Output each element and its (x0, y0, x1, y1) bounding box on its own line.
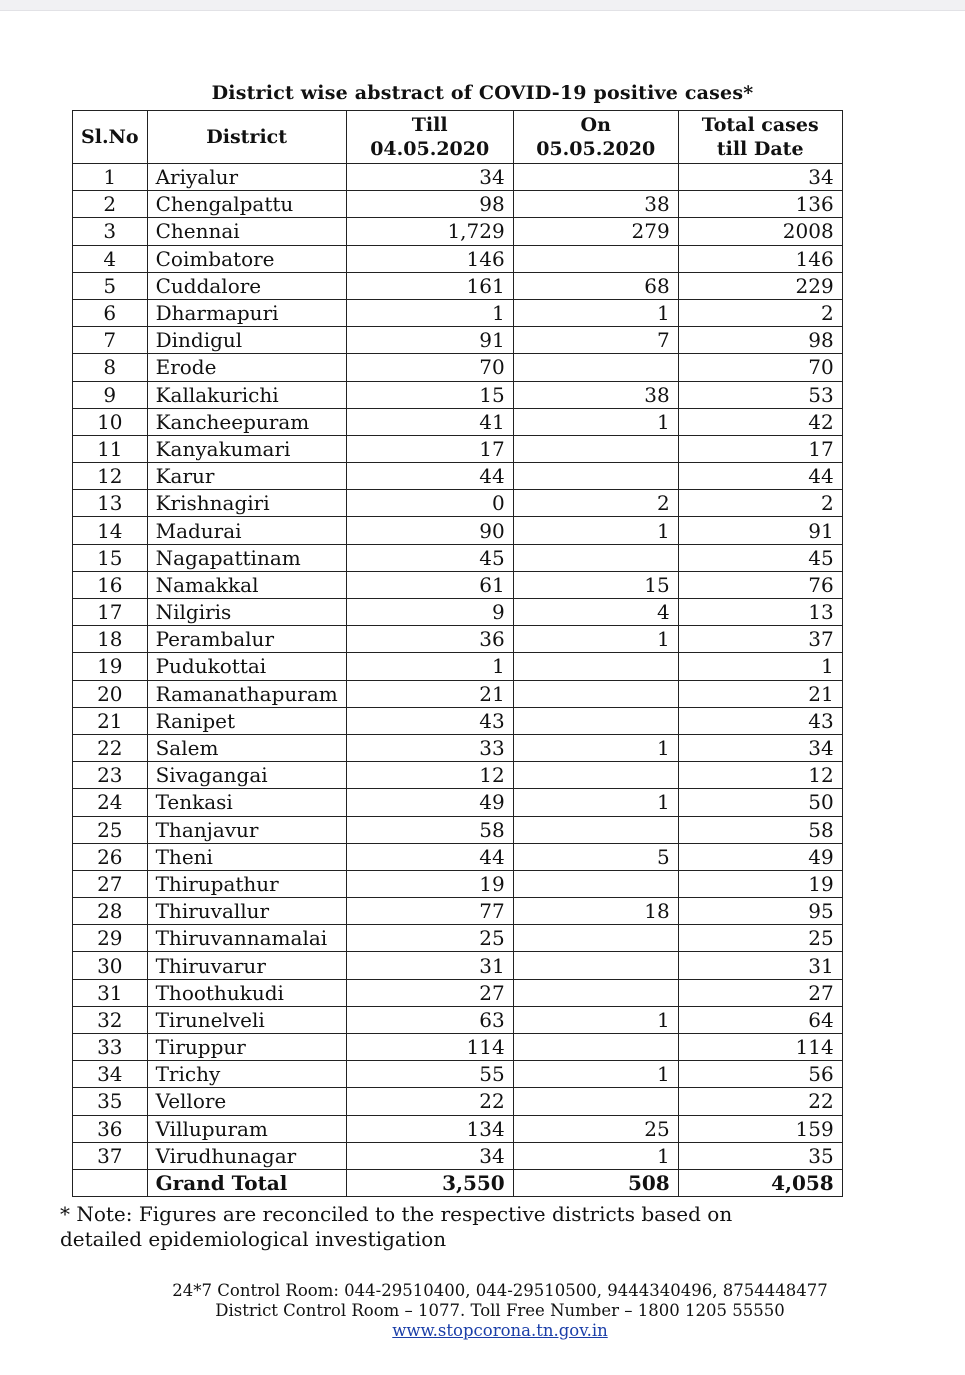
grand-total-row (73, 1169, 843, 1196)
row-slno: 33 (73, 1034, 148, 1061)
row-total: 49 (678, 843, 842, 870)
row-total: 25 (678, 925, 842, 952)
row-district: Chengalpattu (147, 191, 346, 218)
row-slno: 8 (73, 354, 148, 381)
table-row (73, 544, 843, 571)
header-total-line1: Total cases (701, 114, 819, 136)
row-on (513, 762, 678, 789)
row-district: Tenkasi (147, 789, 346, 816)
row-total: 42 (678, 408, 842, 435)
row-district: Tiruppur (147, 1034, 346, 1061)
row-on: 279 (513, 218, 678, 245)
table-row (73, 898, 843, 925)
row-till: 15 (346, 381, 513, 408)
row-till: 25 (346, 925, 513, 952)
row-slno: 3 (73, 218, 148, 245)
row-till: 43 (346, 707, 513, 734)
row-till: 146 (346, 245, 513, 272)
row-on (513, 354, 678, 381)
table-row (73, 408, 843, 435)
row-till: 70 (346, 354, 513, 381)
grand-total-total: 4,058 (678, 1169, 842, 1196)
row-slno: 22 (73, 734, 148, 761)
row-on: 38 (513, 191, 678, 218)
row-slno: 23 (73, 762, 148, 789)
row-on (513, 164, 678, 191)
row-district: Ariyalur (147, 164, 346, 191)
row-slno: 29 (73, 925, 148, 952)
row-till: 44 (346, 463, 513, 490)
row-slno: 21 (73, 707, 148, 734)
row-on (513, 680, 678, 707)
row-total: 43 (678, 707, 842, 734)
row-total: 91 (678, 517, 842, 544)
row-district: Nilgiris (147, 599, 346, 626)
row-slno: 13 (73, 490, 148, 517)
row-slno: 10 (73, 408, 148, 435)
grand-total-label: Grand Total (147, 1169, 346, 1196)
row-on: 5 (513, 843, 678, 870)
row-total: 2 (678, 299, 842, 326)
table-row (73, 1061, 843, 1088)
table-row (73, 762, 843, 789)
row-on (513, 816, 678, 843)
row-district: Ramanathapuram (147, 680, 346, 707)
row-district: Thoothukudi (147, 979, 346, 1006)
row-slno: 18 (73, 626, 148, 653)
table-row (73, 1034, 843, 1061)
row-on (513, 925, 678, 952)
row-slno: 37 (73, 1142, 148, 1169)
table-row (73, 843, 843, 870)
row-slno: 28 (73, 898, 148, 925)
row-total: 27 (678, 979, 842, 1006)
table-row (73, 1142, 843, 1169)
row-till: 63 (346, 1006, 513, 1033)
row-on: 1 (513, 517, 678, 544)
row-on (513, 653, 678, 680)
table-row (73, 952, 843, 979)
row-total: 64 (678, 1006, 842, 1033)
row-slno: 15 (73, 544, 148, 571)
row-total: 53 (678, 381, 842, 408)
row-district: Kanyakumari (147, 435, 346, 462)
row-slno: 2 (73, 191, 148, 218)
row-till: 45 (346, 544, 513, 571)
row-total: 21 (678, 680, 842, 707)
contact-footer (0, 1281, 965, 1341)
row-till: 1 (346, 653, 513, 680)
page-title: District wise abstract of COVID-19 positive cases* (211, 82, 754, 104)
table-body (73, 164, 843, 1170)
row-total: 2008 (678, 218, 842, 245)
grand-total-sl (73, 1169, 148, 1196)
row-total: 34 (678, 734, 842, 761)
row-slno: 30 (73, 952, 148, 979)
row-total: 13 (678, 599, 842, 626)
row-district: Vellore (147, 1088, 346, 1115)
row-total: 22 (678, 1088, 842, 1115)
row-district: Pudukottai (147, 653, 346, 680)
row-till: 91 (346, 327, 513, 354)
table-row (73, 571, 843, 598)
row-total: 95 (678, 898, 842, 925)
row-slno: 35 (73, 1088, 148, 1115)
table-row (73, 191, 843, 218)
row-slno: 9 (73, 381, 148, 408)
row-till: 98 (346, 191, 513, 218)
table-row (73, 734, 843, 761)
row-till: 114 (346, 1034, 513, 1061)
row-slno: 19 (73, 653, 148, 680)
stopcorona-link[interactable]: www.stopcorona.tn.gov.in (392, 1321, 608, 1340)
footnote (60, 1202, 760, 1252)
table-row (73, 1115, 843, 1142)
row-total: 31 (678, 952, 842, 979)
row-on: 1 (513, 626, 678, 653)
grand-total-on: 508 (513, 1169, 678, 1196)
row-till: 61 (346, 571, 513, 598)
row-on: 15 (513, 571, 678, 598)
row-on: 25 (513, 1115, 678, 1142)
table-row (73, 245, 843, 272)
row-on: 38 (513, 381, 678, 408)
row-till: 134 (346, 1115, 513, 1142)
table-header-row (73, 111, 843, 164)
row-slno: 26 (73, 843, 148, 870)
row-district: Ranipet (147, 707, 346, 734)
row-on: 1 (513, 734, 678, 761)
table-row (73, 789, 843, 816)
table-row (73, 626, 843, 653)
row-district: Krishnagiri (147, 490, 346, 517)
district-control-room: District Control Room – 1077. Toll Free Number – 1800 1205 55550 (215, 1301, 785, 1320)
row-slno: 20 (73, 680, 148, 707)
row-total: 146 (678, 245, 842, 272)
row-till: 161 (346, 272, 513, 299)
row-district: Kancheepuram (147, 408, 346, 435)
header-on (513, 111, 678, 164)
row-slno: 6 (73, 299, 148, 326)
row-on: 1 (513, 1142, 678, 1169)
table-row (73, 979, 843, 1006)
row-on: 7 (513, 327, 678, 354)
row-district: Virudhunagar (147, 1142, 346, 1169)
table-row (73, 653, 843, 680)
row-till: 34 (346, 164, 513, 191)
row-till: 41 (346, 408, 513, 435)
row-district: Tirunelveli (147, 1006, 346, 1033)
row-district: Kallakurichi (147, 381, 346, 408)
header-slno: Sl.No (73, 111, 148, 164)
row-slno: 24 (73, 789, 148, 816)
header-on-line2: 05.05.2020 (536, 138, 656, 160)
footnote-line1: * Note: Figures are reconciled to the respective districts based on (60, 1202, 733, 1226)
row-district: Sivagangai (147, 762, 346, 789)
row-total: 136 (678, 191, 842, 218)
table-row (73, 517, 843, 544)
table-row (73, 680, 843, 707)
table-row (73, 1088, 843, 1115)
row-on: 1 (513, 299, 678, 326)
row-on (513, 1034, 678, 1061)
table-row (73, 925, 843, 952)
table-row (73, 299, 843, 326)
row-on (513, 435, 678, 462)
row-district: Thirupathur (147, 870, 346, 897)
row-slno: 32 (73, 1006, 148, 1033)
row-total: 17 (678, 435, 842, 462)
row-total: 35 (678, 1142, 842, 1169)
header-till-line2: 04.05.2020 (370, 138, 490, 160)
header-total (678, 111, 842, 164)
row-slno: 36 (73, 1115, 148, 1142)
table-row (73, 816, 843, 843)
row-total: 45 (678, 544, 842, 571)
row-till: 58 (346, 816, 513, 843)
row-total: 44 (678, 463, 842, 490)
table-row (73, 1006, 843, 1033)
row-district: Thiruvarur (147, 952, 346, 979)
row-district: Thiruvallur (147, 898, 346, 925)
row-till: 55 (346, 1061, 513, 1088)
row-total: 114 (678, 1034, 842, 1061)
table-row (73, 463, 843, 490)
row-district: Dharmapuri (147, 299, 346, 326)
row-on (513, 952, 678, 979)
row-till: 1,729 (346, 218, 513, 245)
table-row (73, 164, 843, 191)
row-on (513, 870, 678, 897)
row-on: 1 (513, 1006, 678, 1033)
row-district: Erode (147, 354, 346, 381)
row-district: Villupuram (147, 1115, 346, 1142)
row-district: Salem (147, 734, 346, 761)
row-district: Thanjavur (147, 816, 346, 843)
row-slno: 1 (73, 164, 148, 191)
row-total: 70 (678, 354, 842, 381)
row-on: 18 (513, 898, 678, 925)
row-district: Cuddalore (147, 272, 346, 299)
row-total: 37 (678, 626, 842, 653)
row-total: 159 (678, 1115, 842, 1142)
row-slno: 25 (73, 816, 148, 843)
header-on-line1: On (580, 114, 611, 136)
row-total: 56 (678, 1061, 842, 1088)
row-on: 4 (513, 599, 678, 626)
row-slno: 5 (73, 272, 148, 299)
row-on (513, 707, 678, 734)
row-till: 22 (346, 1088, 513, 1115)
row-on (513, 979, 678, 1006)
row-slno: 7 (73, 327, 148, 354)
row-on: 1 (513, 408, 678, 435)
row-till: 1 (346, 299, 513, 326)
row-slno: 17 (73, 599, 148, 626)
row-district: Perambalur (147, 626, 346, 653)
row-till: 0 (346, 490, 513, 517)
row-slno: 4 (73, 245, 148, 272)
row-slno: 27 (73, 870, 148, 897)
table-row (73, 435, 843, 462)
row-total: 12 (678, 762, 842, 789)
row-on: 1 (513, 1061, 678, 1088)
row-on: 2 (513, 490, 678, 517)
row-slno: 34 (73, 1061, 148, 1088)
table-row (73, 381, 843, 408)
row-district: Nagapattinam (147, 544, 346, 571)
row-till: 31 (346, 952, 513, 979)
row-till: 19 (346, 870, 513, 897)
row-on (513, 1088, 678, 1115)
row-slno: 11 (73, 435, 148, 462)
row-total: 19 (678, 870, 842, 897)
row-total: 50 (678, 789, 842, 816)
control-room-numbers: 24*7 Control Room: 044-29510400, 044-29510500, 9444340496, 8754448477 (172, 1281, 828, 1300)
footnote-line2: detailed epidemiological investigation (60, 1227, 447, 1251)
row-total: 76 (678, 571, 842, 598)
row-till: 27 (346, 979, 513, 1006)
row-district: Karur (147, 463, 346, 490)
row-total: 1 (678, 653, 842, 680)
row-till: 17 (346, 435, 513, 462)
table-row (73, 490, 843, 517)
row-district: Dindigul (147, 327, 346, 354)
table-row (73, 599, 843, 626)
header-total-line2: till Date (716, 138, 804, 160)
row-district: Thiruvannamalai (147, 925, 346, 952)
row-district: Chennai (147, 218, 346, 245)
table-row (73, 354, 843, 381)
row-district: Madurai (147, 517, 346, 544)
row-till: 90 (346, 517, 513, 544)
row-on: 1 (513, 789, 678, 816)
row-till: 33 (346, 734, 513, 761)
row-district: Trichy (147, 1061, 346, 1088)
row-on (513, 463, 678, 490)
row-till: 34 (346, 1142, 513, 1169)
row-on (513, 245, 678, 272)
row-district: Theni (147, 843, 346, 870)
row-till: 21 (346, 680, 513, 707)
row-total: 2 (678, 490, 842, 517)
row-till: 12 (346, 762, 513, 789)
row-district: Coimbatore (147, 245, 346, 272)
table-row (73, 272, 843, 299)
row-till: 36 (346, 626, 513, 653)
row-district: Namakkal (147, 571, 346, 598)
table-row (73, 218, 843, 245)
header-till-line1: Till (411, 114, 448, 136)
row-on (513, 544, 678, 571)
row-till: 44 (346, 843, 513, 870)
row-till: 77 (346, 898, 513, 925)
row-total: 58 (678, 816, 842, 843)
viewer-top-bar (0, 0, 965, 11)
row-on: 68 (513, 272, 678, 299)
covid-cases-table (72, 110, 843, 1197)
table-row (73, 327, 843, 354)
header-district: District (147, 111, 346, 164)
row-slno: 14 (73, 517, 148, 544)
row-slno: 31 (73, 979, 148, 1006)
row-till: 9 (346, 599, 513, 626)
row-total: 34 (678, 164, 842, 191)
table-row (73, 707, 843, 734)
row-slno: 12 (73, 463, 148, 490)
row-slno: 16 (73, 571, 148, 598)
grand-total-till: 3,550 (346, 1169, 513, 1196)
row-till: 49 (346, 789, 513, 816)
table-row (73, 870, 843, 897)
row-total: 98 (678, 327, 842, 354)
header-till (346, 111, 513, 164)
row-total: 229 (678, 272, 842, 299)
